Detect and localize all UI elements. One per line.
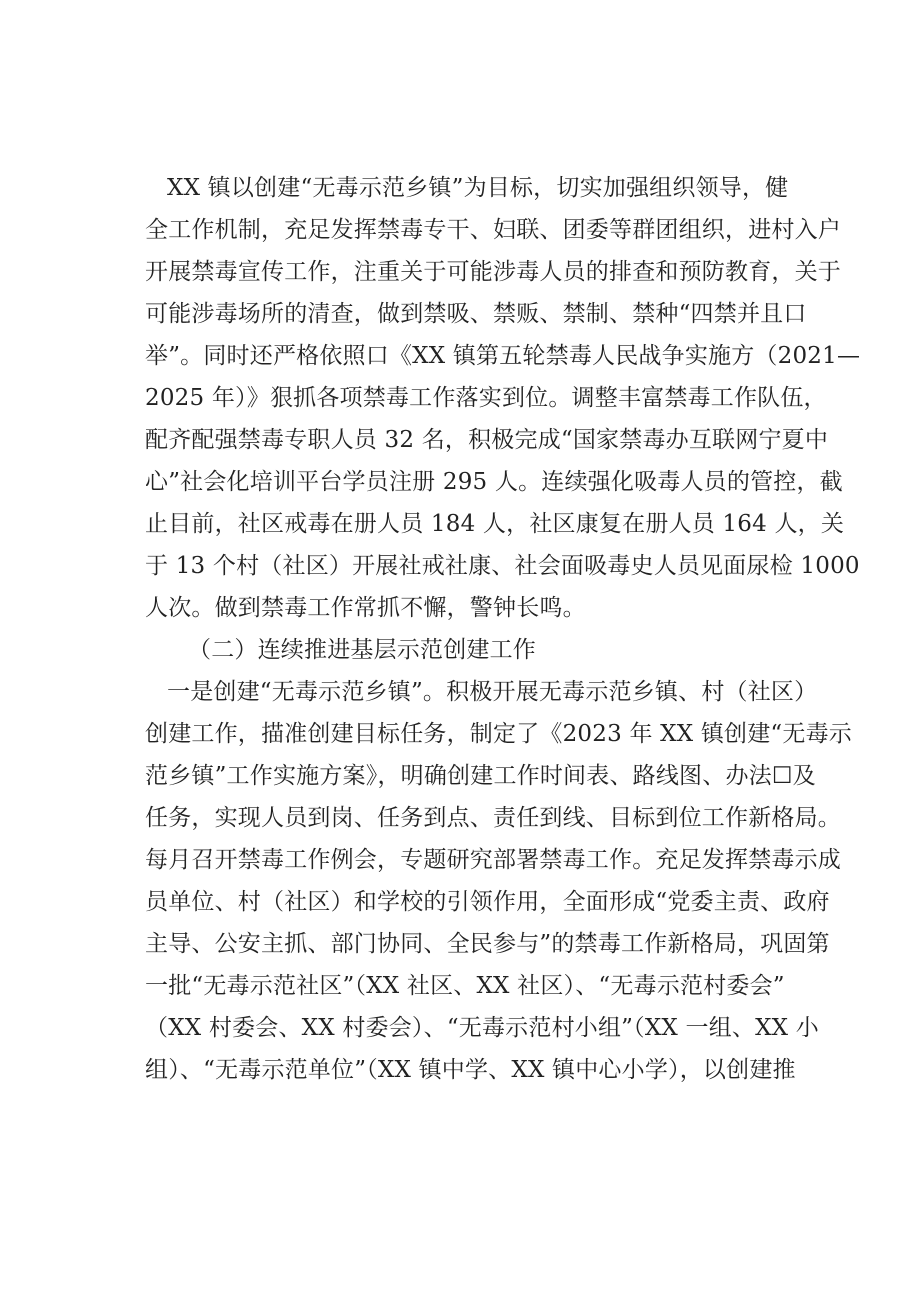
paragraph-2-line-10: 组）、“无毒示范单位”（XX 镇中学、XX 镇中心小学），以创建推 [145, 1057, 796, 1083]
paragraph-1-line-1: XX 镇以创建“无毒示范乡镇”为目标，切实加强组织领导，健 [167, 175, 789, 201]
paragraph-1-line-6: 2025 年）》狠抓各项禁毒工作落实到位。调整丰富禁毒工作队伍， [145, 385, 827, 411]
section-heading: （二）连续推进基层示范创建工作 [188, 637, 536, 663]
paragraph-1-line-7: 配齐配强禁毒专职人员 32 名，积极完成“国家禁毒办互联网宁夏中 [145, 427, 829, 453]
paragraph-2-line-2: 创建工作，描准创建目标任务，制定了《2023 年 XX 镇创建“无毒示 [145, 721, 852, 747]
paragraph-1-line-11: 人次。做到禁毒工作常抓不懈，警钟长鸣。 [145, 595, 586, 621]
paragraph-1-line-4: 可能涉毒场所的清查，做到禁吸、禁贩、禁制、禁种“四禁并且口 [145, 301, 807, 327]
paragraph-1-line-2: 全工作机制，充足发挥禁毒专干、妇联、团委等群团组织，进村入户 [145, 217, 841, 243]
paragraph-2-line-6: 员单位、村（社区）和学校的引领作用，全面形成“党委主责、政府 [145, 889, 830, 915]
paragraph-2-line-4: 任务，实现人员到岗、任务到点、责任到线、目标到位工作新格局。 [145, 805, 841, 831]
paragraph-1-line-3: 开展禁毒宣传工作，注重关于可能涉毒人员的排查和预防教育，关于 [145, 259, 841, 285]
paragraph-1-line-9: 止目前，社区戒毒在册人员 184 人，社区康复在册人员 164 人，关 [145, 511, 845, 537]
paragraph-1-line-10: 于 13 个村（社区）开展社戒社康、社会面吸毒史人员见面尿检 1000 [145, 553, 860, 579]
paragraph-1-line-8: 心”社会化培训平台学员注册 295 人。连续强化吸毒人员的管控，截 [145, 469, 843, 495]
paragraph-1-line-5: 举”。同时还严格依照口《XX 镇第五轮禁毒人民战争实施方（2021— [145, 343, 861, 369]
paragraph-2-line-5: 每月召开禁毒工作例会，专题研究部署禁毒工作。充足发挥禁毒示成 [145, 847, 841, 873]
paragraph-2-line-3: 范乡镇”工作实施方案》，明确创建工作时间表、路线图、办法☐及 [145, 763, 816, 789]
paragraph-2-line-1: 一是创建“无毒示范乡镇”。积极开展无毒示范乡镇、村（社区） [167, 679, 818, 705]
paragraph-2-line-8: 一批“无毒示范社区”（XX 社区、XX 社区）、“无毒示范村委会” [145, 973, 785, 999]
paragraph-2-line-9: （XX 村委会、XX 村委会）、“无毒示范村小组”（XX 一组、XX 小 [145, 1015, 819, 1041]
paragraph-2-line-7: 主导、公安主抓、部门协同、全民参与”的禁毒工作新格局，巩固第 [145, 931, 830, 957]
